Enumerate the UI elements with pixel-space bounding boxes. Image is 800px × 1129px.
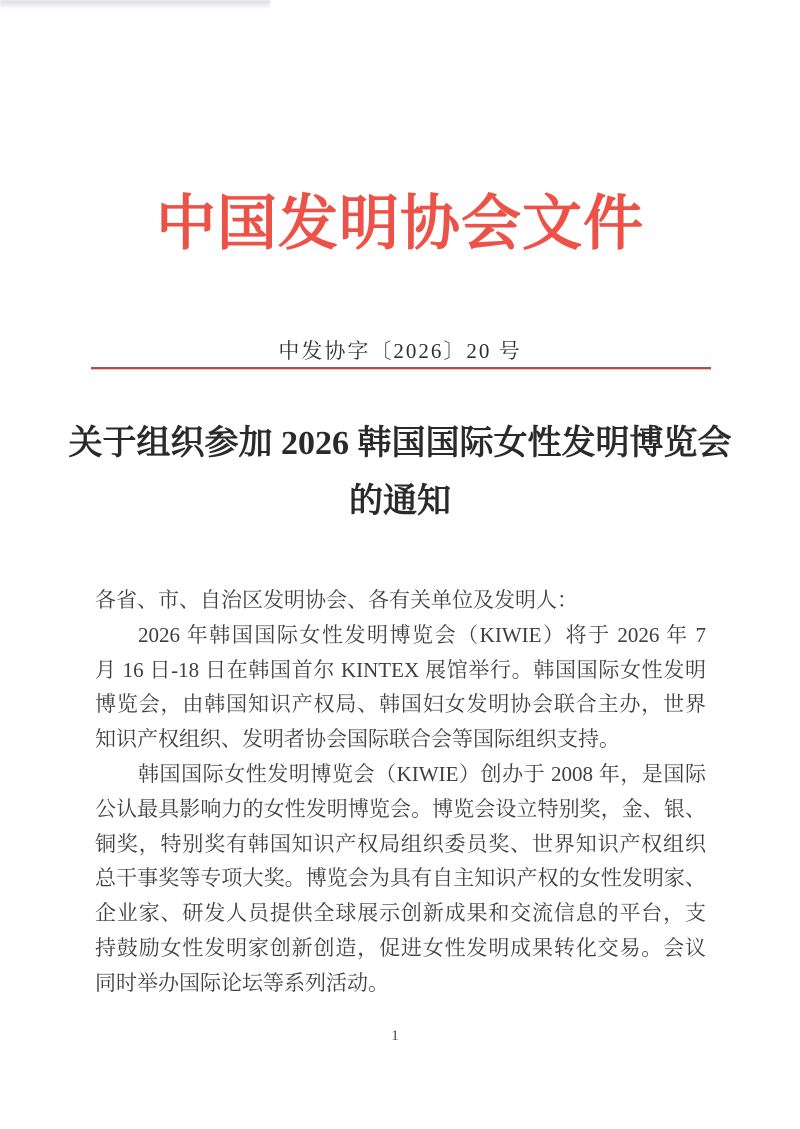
letterhead-red-rule [91, 367, 711, 369]
notice-title-line1: 关于组织参加 2026 韩国国际女性发明博览会 [68, 425, 732, 462]
body-line: 公认最具影响力的女性发明博览会。博览会设立特别奖，金、银、 [95, 796, 706, 821]
body-line: 企业家、研发人员提供全球展示创新成果和交流信息的平台，支 [95, 901, 706, 926]
page-number: 1 [391, 1028, 399, 1044]
body-line: 同时举办国际论坛等系列活动。 [95, 970, 389, 995]
body-line: 2026 年韩国国际女性发明博览会（KIWIE）将于 2026 年 7 [138, 622, 706, 647]
body-line: 月 16 日-18 日在韩国首尔 KINTEX 展馆举行。韩国国际女性发明 [95, 657, 706, 682]
scan-edge-artifact [0, 0, 270, 9]
body-line: 博览会，由韩国知识产权局、韩国妇女发明协会联合主办，世界 [95, 692, 706, 717]
letterhead-org-title: 中国发明协会文件 [156, 191, 644, 257]
body-line: 韩国国际女性发明博览会（KIWIE）创办于 2008 年，是国际 [138, 761, 706, 786]
document-number: 中发协字〔2026〕20 号 [278, 339, 522, 363]
body-line: 知识产权组织、发明者协会国际联合会等国际组织支持。 [95, 727, 620, 752]
body-line: 持鼓励女性发明家创新创造，促进女性发明成果转化交易。会议 [95, 935, 706, 960]
salutation-line: 各省、市、自治区发明协会、各有关单位及发明人： [95, 588, 578, 612]
document-body [95, 583, 706, 1001]
body-line: 铜奖，特别奖有韩国知识产权局组织委员奖、世界知识产权组织 [95, 831, 706, 856]
body-line: 总干事奖等专项大奖。博览会为具有自主知识产权的女性发明家、 [95, 866, 706, 891]
notice-title-line2: 的通知 [349, 483, 451, 520]
